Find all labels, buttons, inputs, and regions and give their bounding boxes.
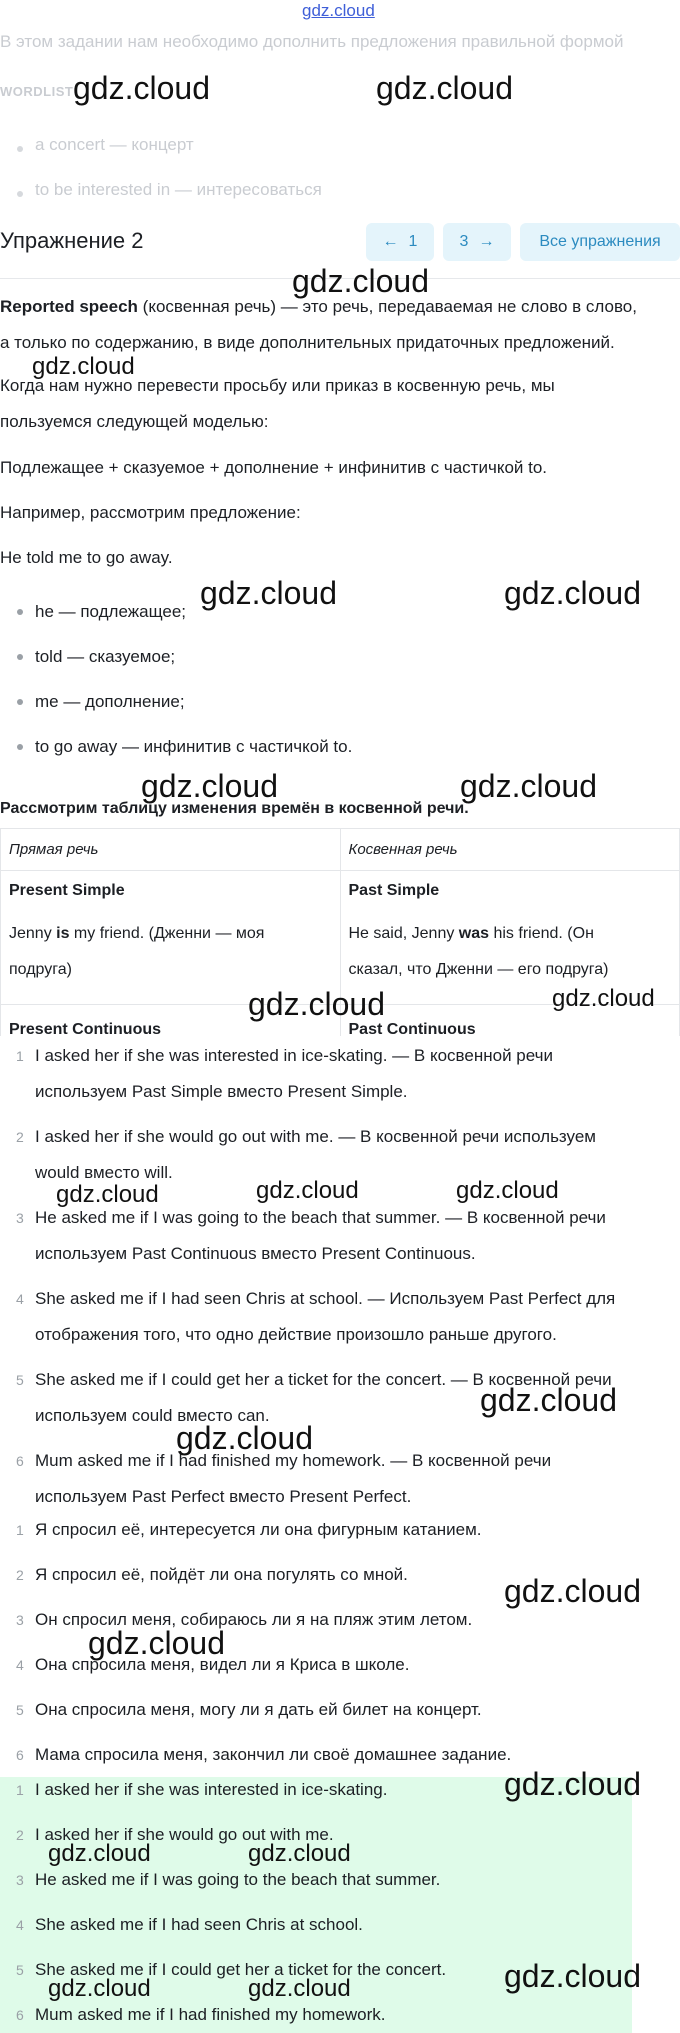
explanation-line-2: would вместо will.: [35, 1163, 173, 1182]
watermark: gdz.cloud: [48, 1975, 151, 2002]
example-text: подруга): [9, 961, 72, 978]
sentence-part: he — подлежащее;: [35, 602, 186, 621]
watermark: gdz.cloud: [141, 768, 278, 804]
translation: Она спросила меня, могу ли я дать ей билет на концерт.: [35, 1700, 482, 1719]
example-text: He said, Jenny: [348, 925, 459, 942]
example-text: his friend. (Он: [489, 925, 594, 942]
watermark: gdz.cloud: [73, 70, 210, 106]
tense-name: Past Continuous: [348, 1021, 476, 1036]
item-number: 3: [16, 1872, 24, 1888]
explanation-line-2: используем Past Simple вместо Present Simple.: [35, 1082, 408, 1101]
watermark: gdz.cloud: [256, 1177, 359, 1204]
watermark: gdz.cloud: [504, 1958, 641, 1994]
answer: She asked me if I had seen Chris at school.: [35, 1915, 363, 1934]
arrow-left-icon: ←: [382, 233, 399, 250]
watermark: gdz.cloud: [200, 575, 337, 611]
example-text: сказал, что Дженни — его подруга): [348, 961, 609, 978]
table-cell: [1, 871, 341, 1005]
item-number: 1: [16, 1048, 24, 1064]
example-text: my friend. (Дженни — моя: [69, 925, 265, 942]
explanation-line-2: отображения того, что одно действие произошло раньше другого.: [35, 1325, 557, 1344]
watermark: gdz.cloud: [248, 1840, 351, 1867]
item-number: 4: [16, 1917, 24, 1933]
example-intro: Например, рассмотрим предложение:: [0, 503, 301, 522]
translation: Он спросил меня, собираюсь ли я на пляж этим летом.: [35, 1610, 473, 1629]
translation: Она спросила меня, видел ли я Криса в школе.: [35, 1655, 410, 1674]
sentence-part: told — сказуемое;: [35, 647, 176, 666]
example-verb: is: [56, 925, 70, 942]
sentence-part: me — дополнение;: [35, 692, 185, 711]
explanation-line-1: He asked me if I was going to the beach that summer. — В косвенной речи: [35, 1208, 606, 1227]
arrow-right-icon: →: [478, 233, 495, 250]
item-number: 5: [16, 1962, 24, 1978]
watermark: gdz.cloud: [32, 353, 135, 380]
item-number: 4: [16, 1657, 24, 1673]
answer: I asked her if she would go out with me.: [35, 1825, 334, 1844]
answer: She asked me if I could get her a ticket for the concert.: [35, 1960, 447, 1979]
explanation-line-1: I asked her if she was interested in ice-skating. — В косвенной речи: [35, 1046, 553, 1065]
watermark: gdz.cloud: [504, 1573, 641, 1609]
tense-name: Past Simple: [348, 882, 440, 899]
item-number: 3: [16, 1612, 24, 1628]
item-number: 5: [16, 1372, 24, 1388]
wordlist-label: WORDLIST: [0, 84, 74, 99]
example-verb: was: [458, 925, 490, 942]
tense-name: Present Continuous: [9, 1021, 162, 1036]
all-exercises-button[interactable]: Все упражнения: [520, 223, 680, 261]
model-intro-line-2: пользуемся следующей моделью:: [0, 412, 269, 431]
wordlist-item: to be interested in — интересоваться: [35, 180, 322, 199]
watermark: gdz.cloud: [292, 263, 429, 299]
table-example: [9, 916, 332, 988]
item-number: 1: [16, 1522, 24, 1538]
item-number: 2: [16, 1827, 24, 1843]
explanation-line-2: используем could вместо can.: [35, 1406, 270, 1425]
intro-text: В этом задании нам необходимо дополнить предложения правильной формой: [0, 32, 624, 51]
item-number: 1: [16, 1782, 24, 1798]
item-number: 2: [16, 1567, 24, 1583]
watermark: gdz.cloud: [56, 1181, 159, 1208]
explanation-line-1: Mum asked me if I had finished my homework. — В косвенной речи: [35, 1451, 552, 1470]
example-sentence: He told me to go away.: [0, 548, 173, 567]
watermark: gdz.cloud: [456, 1177, 559, 1204]
model-intro-line-1: Когда нам нужно перевести просьбу или приказ в косвенную речь, мы: [0, 376, 555, 395]
exercise-title: Упражнение 2: [0, 228, 144, 253]
translation: Я спросил её, пойдёт ли она погулять со мной.: [35, 1565, 408, 1584]
item-number: 4: [16, 1291, 24, 1307]
watermark: gdz.cloud: [88, 1625, 225, 1661]
watermark: gdz.cloud: [504, 575, 641, 611]
watermark: gdz.cloud: [480, 1382, 617, 1418]
answer: He asked me if I was going to the beach that summer.: [35, 1870, 441, 1889]
item-number: 3: [16, 1210, 24, 1226]
answer: I asked her if she was interested in ice-skating.: [35, 1780, 388, 1799]
item-number: 2: [16, 1129, 24, 1145]
explanation-line-2: используем Past Continuous вместо Present Continuous.: [35, 1244, 476, 1263]
definition-text: (косвенная речь) — это речь, передаваемая не слово в слово,: [137, 297, 637, 316]
formula: Подлежащее + сказуемое + дополнение + инфинитив с частичкой to.: [0, 458, 548, 477]
watermark: gdz.cloud: [48, 1840, 151, 1867]
watermark: gdz.cloud: [376, 70, 513, 106]
next-exercise-number: 3: [459, 233, 469, 250]
answer: Mum asked me if I had finished my homework.: [35, 2005, 386, 2024]
translation: Мама спросила меня, закончил ли своё домашнее задание.: [35, 1745, 512, 1764]
watermark: gdz.cloud: [248, 1975, 351, 2002]
sentence-part: to go away — инфинитив с частичкой to.: [35, 737, 353, 756]
watermark: gdz.cloud: [176, 1420, 313, 1456]
explanation-line-1: She asked me if I could get her a ticket for the concert. — В косвенной речи: [35, 1370, 612, 1389]
definition-line-2: а только по содержанию, в виде дополнительных придаточных предложений.: [0, 333, 615, 352]
explanation-line-1: I asked her if she would go out with me. — В косвенной речи используем: [35, 1127, 596, 1146]
table-example: [349, 916, 672, 988]
site-link[interactable]: gdz.cloud: [302, 1, 375, 20]
explanation-line-1: She asked me if I had seen Chris at school. — Используем Past Perfect для: [35, 1289, 616, 1308]
item-number: 6: [16, 2007, 24, 2023]
item-number: 6: [16, 1453, 24, 1469]
watermark: gdz.cloud: [248, 986, 385, 1022]
watermark: gdz.cloud: [504, 1766, 641, 1802]
wordlist-item: a concert — концерт: [35, 135, 194, 154]
prev-exercise-number: 1: [408, 233, 418, 250]
watermark: gdz.cloud: [552, 985, 655, 1012]
tense-name: Present Simple: [9, 882, 125, 899]
table-header-direct: Прямая речь: [1, 829, 341, 871]
item-number: 5: [16, 1702, 24, 1718]
term-reported-speech: Reported speech: [0, 297, 138, 316]
translation: Я спросил её, интересуется ли она фигурным катанием.: [35, 1520, 482, 1539]
explanation-line-2: используем Past Perfect вместо Present Perfect.: [35, 1487, 412, 1506]
item-number: 6: [16, 1747, 24, 1763]
table-header-reported: Косвенная речь: [340, 829, 680, 871]
table-intro: Рассмотрим таблицу изменения времён в косвенной речи.: [0, 800, 469, 817]
example-text: Jenny: [9, 925, 57, 942]
watermark: gdz.cloud: [460, 768, 597, 804]
